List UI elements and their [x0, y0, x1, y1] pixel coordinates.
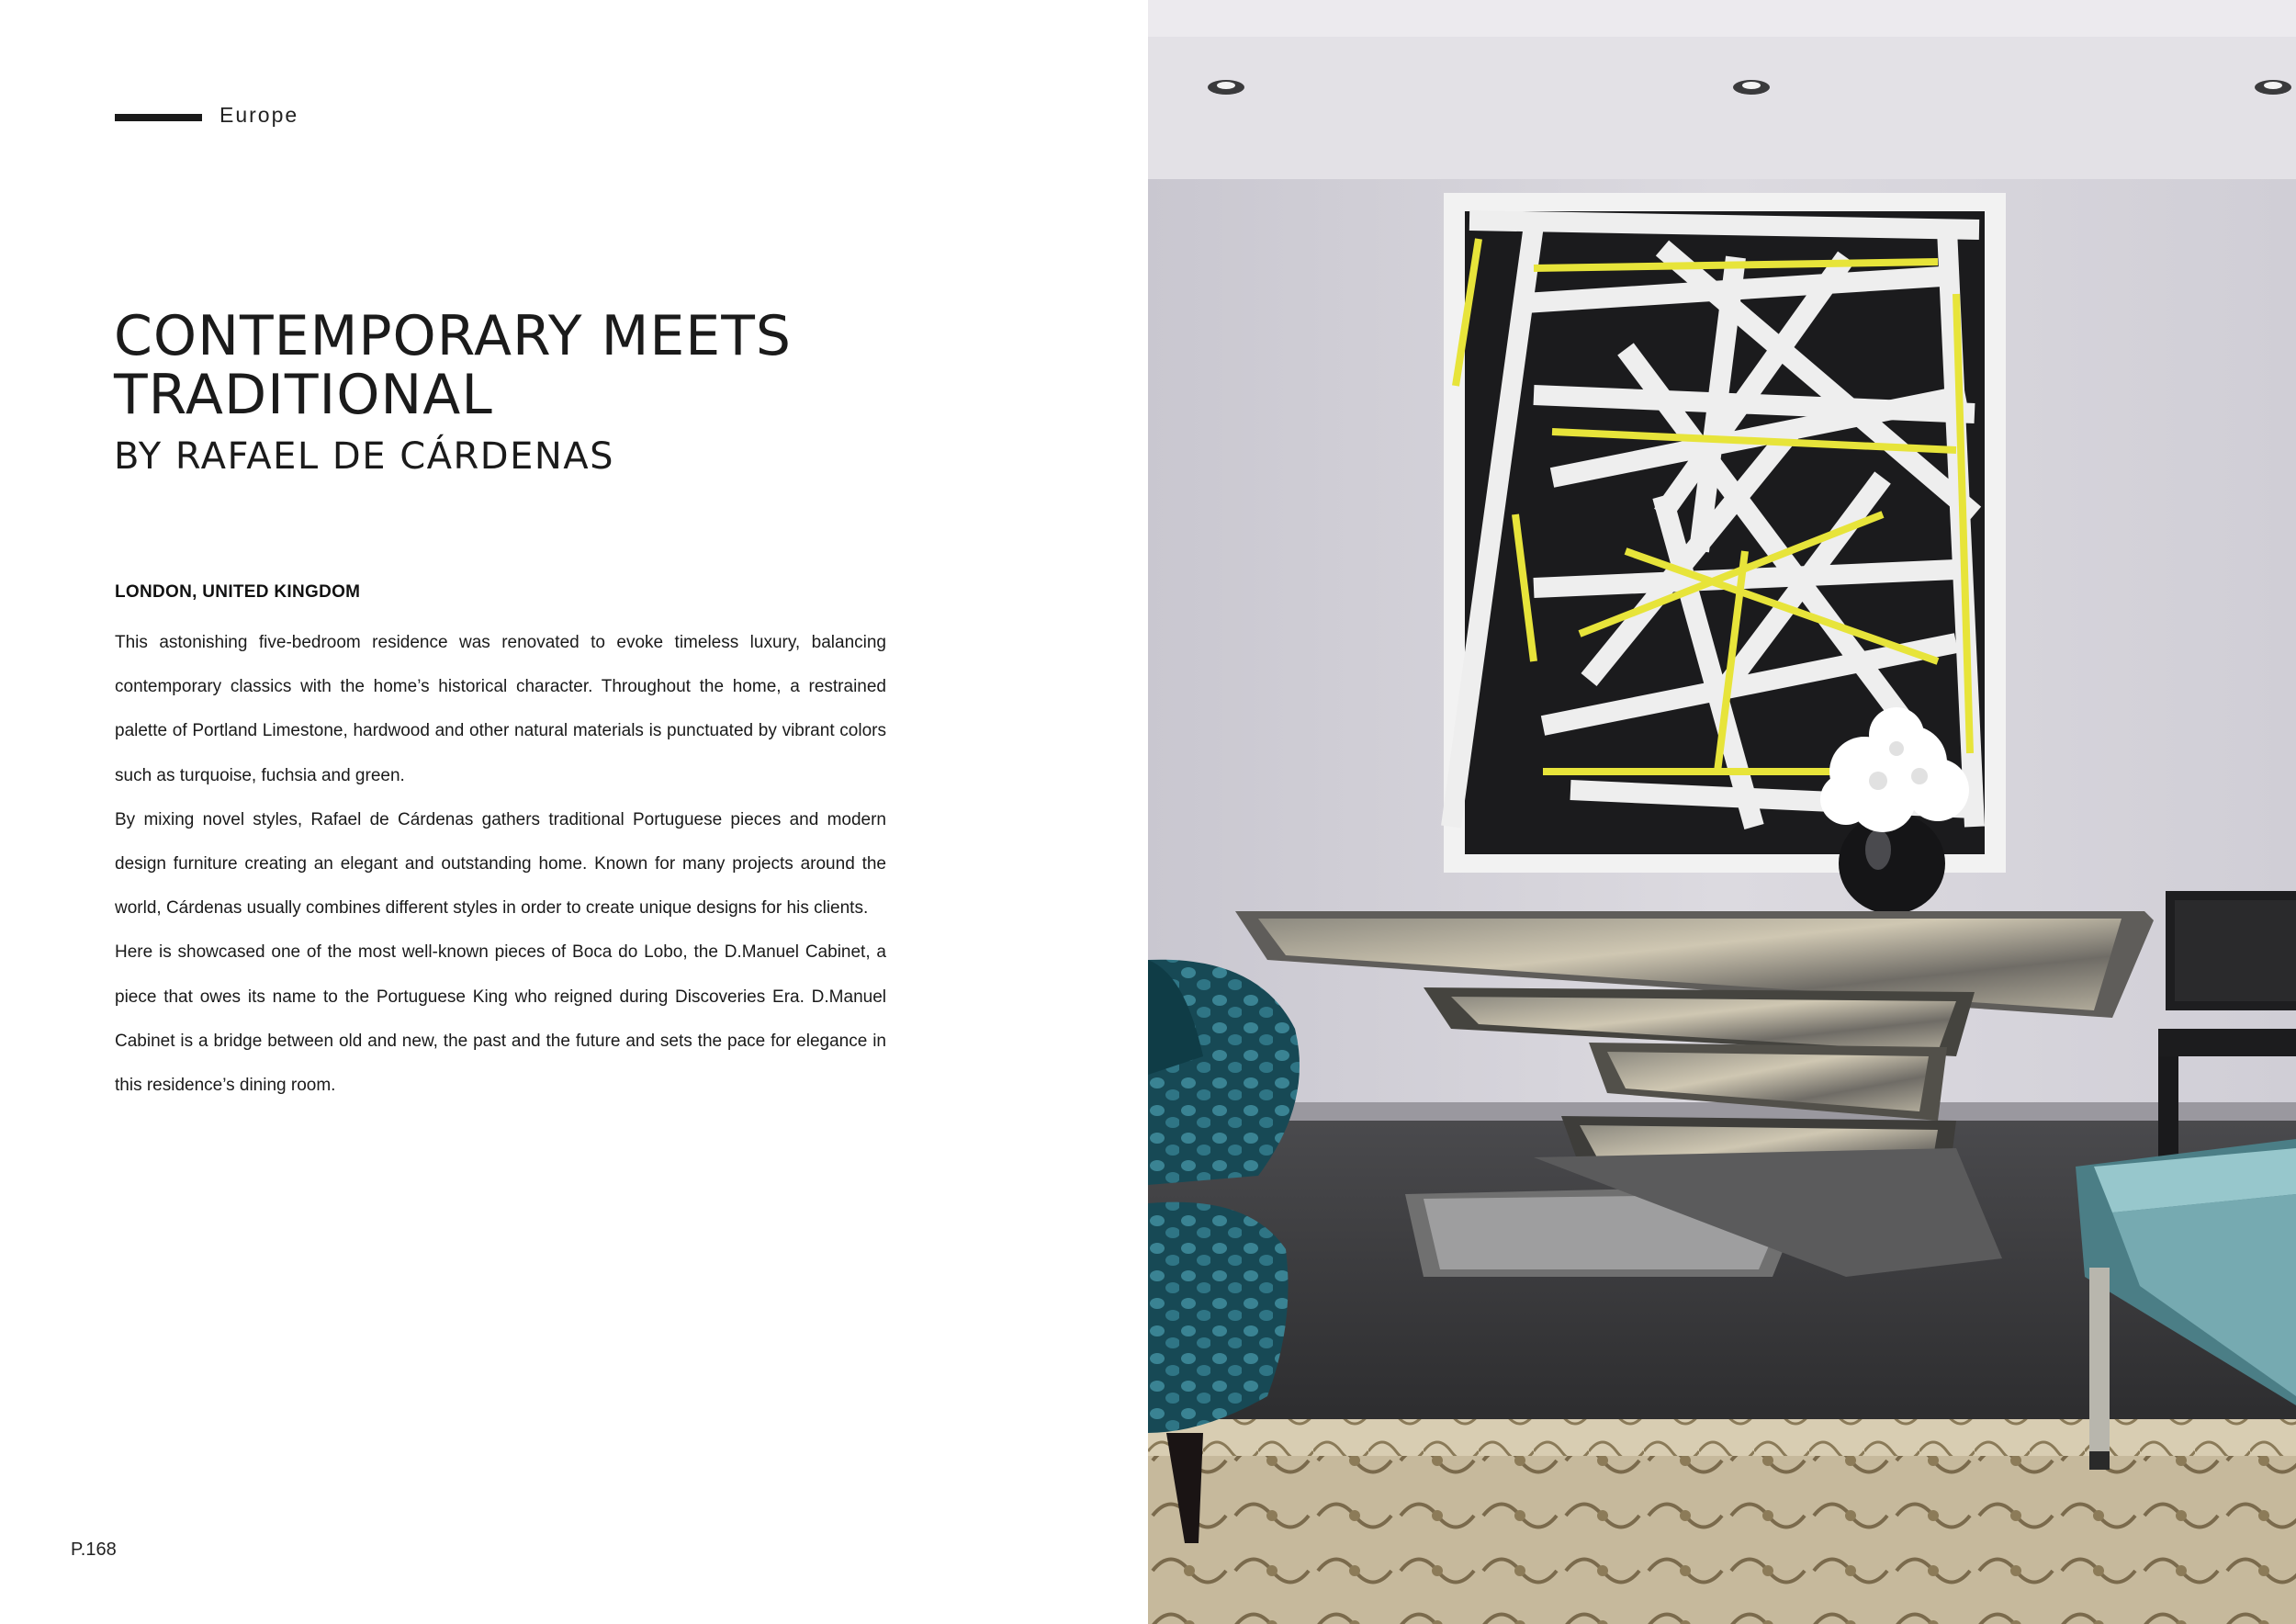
section-label: Europe — [219, 103, 299, 127]
body-paragraph: This astonishing five-bedroom residence was renovated to evoke timeless luxury, balancing contemporary classics with the home’s historical character. Throughout the home, a restrained palette of Portland Limestone, hardwood and other natural materials is punctuated by vibrant colors such as turquoise, fuchsia and green. — [115, 633, 886, 785]
article-title-line-2: TRADITIONAL — [114, 363, 493, 427]
interior-photo — [1148, 0, 2296, 1624]
page-number: P.168 — [71, 1539, 117, 1560]
body-paragraph: Here is showcased one of the most well-known pieces of Boca do Lobo, the D.Manuel Cabinet, a piece that owes its name to the Portuguese King who reigned during Discoveries Era. D.Manuel Cabinet is a bridge between old and new, the past and the future and sets the pace for elegance in this residence’s dining room. — [115, 942, 886, 1096]
section-rule — [115, 114, 202, 121]
article-title-line-1: CONTEMPORARY MEETS — [114, 304, 792, 368]
location-heading: LONDON, UNITED KINGDOM — [115, 582, 361, 602]
article-body — [115, 621, 886, 1108]
article-byline: BY RAFAEL DE CÁRDENAS — [114, 435, 615, 478]
article-title-block — [114, 304, 940, 479]
body-paragraph: By mixing novel styles, Rafael de Cárdenas gathers traditional Portuguese pieces and modern design furniture creating an elegant and outstanding home. Known for many projects around the world, Cárdenas usually combines different styles in order to create unique designs for his clients. — [115, 809, 886, 919]
